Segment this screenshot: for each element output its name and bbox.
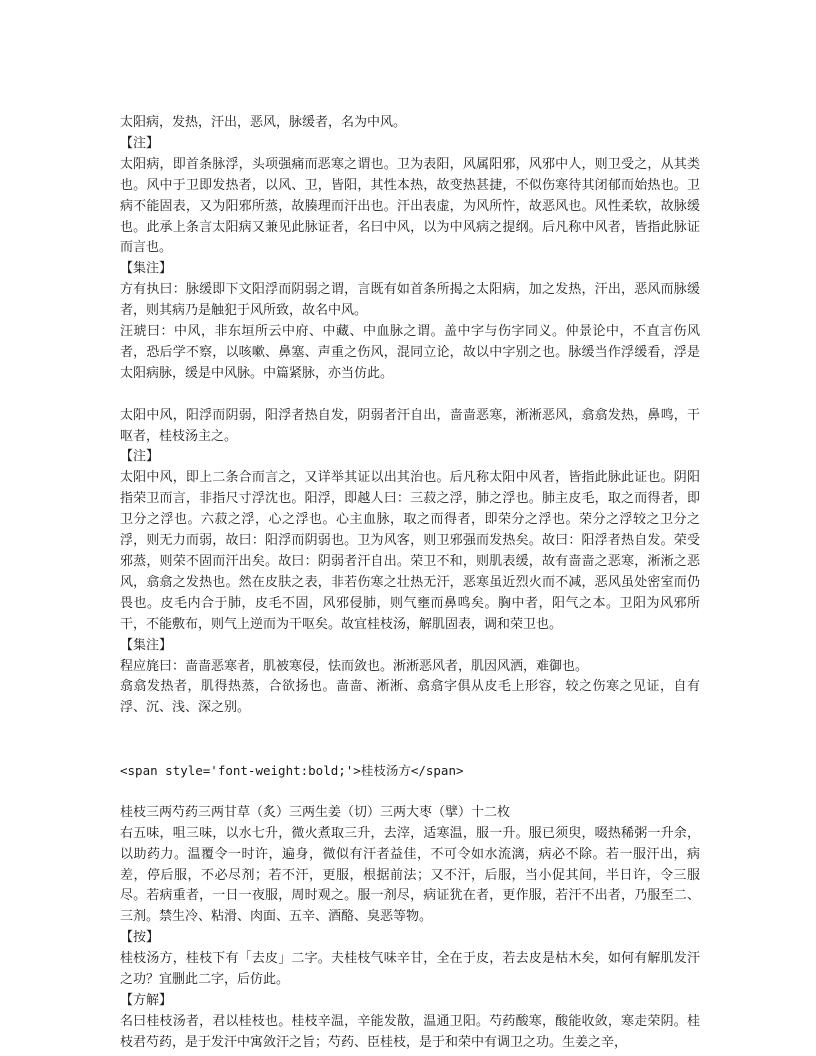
document-page <box>120 113 700 1054</box>
clause-title: 太阳病，发热，汗出，恶风，脉缓者，名为中风。 <box>120 115 407 130</box>
ingredients-line: 桂枝三两芍药三两甘草（炙）三两生姜（切）三两大枣（擘）十二枚 <box>120 804 511 820</box>
note-heading: 【注】 <box>120 135 160 151</box>
collected-note: 方有执曰：脉缓即下文阳浮而阴弱之谓，言既有如首条所揭之太阳病，加之发热，汗出，恶风而脉缓者，则其病乃是触犯于风所致，故名中风。 <box>120 282 700 319</box>
note-heading: 【注】 <box>120 449 160 465</box>
note-text: 太阳中风，即上二条合而言之，又详举其证以出其治也。后凡称太阳中风者，皆指此脉此证也。阴阳指荣卫而言，非指尺寸浮沈也。阳浮，即越人曰：三菽之浮，肺之浮也。肺主皮毛，取之而得者，即卫分之浮也。六菽之浮，心之浮也。心主血脉，取之而得者，即荣分之浮也。荣分之浮较之卫分之浮，则无力而弱，故曰：阳浮而阴弱也。卫为风客，则卫邪强而发热矣。故曰：阳浮者热自发。荣受邪蒸，则荣不固而汗出矣。故曰：阴弱者汗自出。荣卫不和，则肌表缓，故有啬啬之恶寒，淅淅之恶风，翕翕之发热也。然在皮肤之表，非若伤寒之壮热无汗，恶寒虽近烈火而不减，恶风虽处密室而仍畏也。皮毛内合于肺，皮毛不固，风邪侵肺，则气壅而鼻鸣矣。胸中者，阳气之本。卫阳为风邪所干，不能敷布，则气上逆而为干呕矣。故宜桂枝汤，解肌固表，调和荣卫也。 <box>120 470 700 632</box>
formula-explanation-heading: 【方解】 <box>120 993 173 1009</box>
spacer <box>120 385 700 406</box>
collected-note: 翕翕发热者，肌得热蒸，合欲扬也。啬啬、淅淅、翕翕字俱从皮毛上形容，较之伤寒之见证，自有浮、沉、浅、深之别。 <box>120 679 700 716</box>
preparation-method: 右五味，咀三味，以水七升，微火煮取三升，去滓，适寒温，服一升。服已须臾，啜热稀粥一升余，以助药力。温覆令一时许，遍身，微似有汗者益佳，不可令如水流漓，病必不除。若一服汗出，病差，停后服，不必尽剂；若不汗，更服，根据前法；又不汗，后服，当小促其间，半日许，令三服尽。若病重者，一日一夜服，周时观之。服一剂尽，病证犹在者，更作服，若汗不出者，乃服至二、三剂。禁生冷、粘滑、肉面、五辛、酒酪、臭恶等物。 <box>120 825 700 925</box>
formula-explanation-text: 名曰桂枝汤者，君以桂枝也。桂枝辛温，辛能发散，温通卫阳。芍药酸寒，酸能收敛，寒走荣阴。桂枝君芍药，是于发汗中寓敛汗之旨；芍药、臣桂枝，是于和荣中有调卫之功。生姜之辛， <box>120 1013 700 1050</box>
annotation-text: 桂枝汤方，桂枝下有「去皮」二字。夫桂枝气味辛甘，全在于皮，若去皮是枯木矣，如何有解肌发汗之功？宜删此二字，后仿此。 <box>120 951 700 988</box>
spacer <box>120 719 700 761</box>
annotation-heading: 【按】 <box>120 930 160 946</box>
spacer <box>120 782 700 803</box>
collected-note: 程应旄曰：啬啬恶寒者，肌被寒侵，怯而敛也。淅淅恶风者，肌因风洒，难御也。 <box>120 658 589 674</box>
formula-heading-raw-markup: <span style='font-weight:bold;'>桂枝汤方</span> <box>120 763 464 779</box>
collected-notes-heading: 【集注】 <box>120 261 173 277</box>
collected-note: 汪琥曰：中风，非东垣所云中府、中藏、中血脉之谓。盖中字与伤字同义。仲景论中，不直言伤风者，恐后学不察，以咳嗽、鼻塞、声重之伤风，混同立论，故以中字别之也。脉缓当作浮缓看，浮是太阳病脉，缓是中风脉。中篇紧脉，亦当仿此。 <box>120 324 700 381</box>
collected-notes-heading: 【集注】 <box>120 637 173 653</box>
note-text: 太阳病，即首条脉浮，头项强痛而恶寒之谓也。卫为表阳，风属阳邪，风邪中人，则卫受之，从其类也。风中于卫即发热者，以风、卫，皆阳，其性本热，故变热甚捷，不似伤寒待其闭郁而始热也。卫病不能固表，又为阳邪所蒸，故腠理而汗出也。汗出表虚，为风所忤，故恶风也。风性柔软，故脉缓也。此承上条言太阳病又兼见此脉证者，名曰中风，以为中风病之提纲。后凡称中风者，皆指此脉证而言也。 <box>120 156 700 256</box>
clause-title: 太阳中风，阳浮而阴弱，阳浮者热自发，阴弱者汗自出，啬啬恶寒，淅淅恶风，翕翕发热，鼻鸣，干呕者，桂枝汤主之。 <box>120 407 700 444</box>
